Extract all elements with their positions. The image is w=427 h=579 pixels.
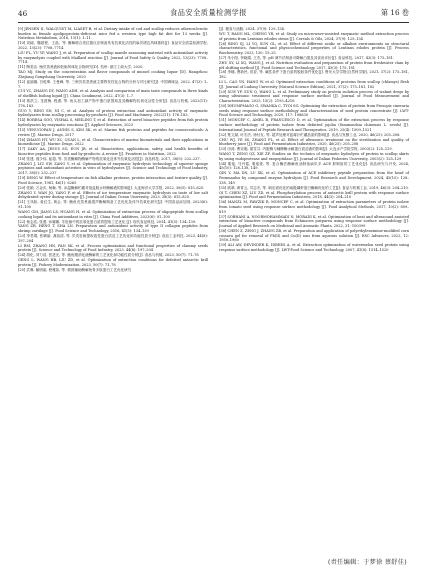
page-header [18, 6, 409, 23]
reference-entry: [17] ZAKY AA, JESUS SG, EUN JB, et al. Bioactivities, applications, safety, and health benefits of bioactive peptides from food and by-products: A review [J]. Frontiers in Nutrition, 2022 [18, 147, 208, 156]
responsible-editors: (责任编辑：于梦徐 蔡舒佳) [327, 559, 407, 566]
reference-entry: ZHANG J, LIU SW, ZANG Y, et al. Optimization of enzymatic hydrolysis technology of squeeze sponge peptones and antioxidant activities in vitro of hydrolysates [J]. Science and Technology of Food Industry, 2017, 38(5): 232–237 [18, 161, 208, 176]
reference-entry: [12] 崔丽娜, 吕乾坤, 王曼峰, 等. 三种贝类蒸煮液主要挥发性化合物的分析与对比研究[J]. 中国调味品, 2022, 47(3): 1–7. [18, 79, 208, 89]
reference-entry: [30] DHUMPMAGO G, SWANKA C, TYOI SG. Optimizing the extraction of protein from Prosopis cineraria seeds using response surface methodology and characterization of seed protein concentrate [J]. LWT-Food Science and Technology, 2020, 117: 108630 [219, 104, 409, 118]
reference-entry: [29] XUE YF, SUN Q, WANG L, et al. Preliminary study on protein isolation process of walnut dregs by using ultrasonic treatment and response surface method [J]. Journal of Food Measurement and Characterization, 2023, 15(2): 2193–4216 [219, 89, 409, 104]
reference-entry: QIN Y, MA DN, LU XK, et al. Optimization of ACE inhibitory peptide preparation from the head of Perumaulus by compound enzyme hydrolysis [J]. Food Research and Development, 2024, 45(10): 128–138, 149 [219, 171, 409, 185]
reference-entry: LI L, CAO YN, HANG W, et al. Optimized extraction conditions of proteins from scallop (chlamys) flesh [J]. Journal of Ludong University (Natural Science Edition), 2021, 37(2): 175–181, 182 [219, 80, 409, 89]
reference-entry: GUO Y, BING SN, NI C, et al. Analysis of protein extraction and antioxidant activity of enzymatic hydrolysates from scallop processing by-products [J]. Food and Machinery, 2022(11): 176–183. [18, 108, 208, 118]
reference-column-left [18, 27, 208, 273]
reference-entry: CHU WJ, YE SS, ZHANG FL, et al. Effect of ultrasonic treatment on the sterilization and quality of blueberry juice [J]. Food and Fermentation Industries, 2020, 46(25): 205–208 [219, 137, 409, 147]
reference-entry: [28] 李娜, 曹新民, 侯亚, 等. 碱性条件下蛋白质的脱胶条件优化[J]. 鲁东大学学报(自然科学版), 2021, 37(2): 175–181, 182. [219, 70, 409, 80]
reference-entry: [10] 刘阔、魏超程、王晶、等. 酶解联合美拉德反应制备具有抗氧化活性的扇贝裙边风味基料[J]. 食品安全质量检测学报, 2022, 13(23): 7708–7714. [18, 41, 208, 51]
reference-entry: WANG GM, JIANG LS, HUANG H, et al. Optimization of extraction process of oligopeptide from scallop cooking liquid and its antioxidant in vitro [J]. China Food Additives, 2023(6): 91–100 [18, 209, 208, 219]
page-number: 46 [18, 8, 28, 18]
reference-entry: [35] 戚翠, 黄青云, 司志冬, 等. 响应面优化的南极磷虾蛋白酶解优化的工艺[J]. 食品与机械工业, 2019, 46(3): 204–210. [219, 185, 409, 190]
reference-entry: [9] JENSEN II, WALQUIST M, LIASET B, et al. Dietary intake of cod and scallop reduces atherosclerotic burden in female apolipoprotein-deficient mice fed a western type high fat diet for 13 weeks [J]. Nutrition Metabolism, 2016, 13(1): 1–11. [18, 27, 208, 41]
reference-entry: [11] 陶美洁. 贻贝蒸煮液和牡蛎风味化合物研究[D]. 杭州: 浙江工商大学, 2020. [18, 65, 144, 70]
reference-entry: [18] 张建, 邢少伟, 崔超, 等. 贝类酶解物酶解产物的抗氧化及体外抗氧化活性[J]. 食品科技, 2017, 38(5): 232–237. [18, 156, 201, 161]
reference-entry: [24] 胡化, 刘力浩, 张进光, 等. 鲍鱼腹消化液酶解的工艺优化和功能性质分析[J]. 食品与机械, 2023, 50(7): 71–78 [18, 253, 199, 258]
reference-entry: [27] 朱小阳, 李晓娟, 王杰, 等. pH 调节法制备可降解白果及其食用评价[J]. 食品科技, 2017, 43(3): 175–181. [219, 55, 395, 60]
reference-entry: [21] 王凤娇, 姜红生, 黄会, 等. 鲍鱼壳蒸煮液超声酶解制备工艺优化及体外抗氧化研究[J]. 中国食品添加剂, 2023(6): 91–100 [18, 200, 208, 209]
reference-entry: ZHANG Y, WAN JQ, YANG F, et al. Effects of ice temperature enzymatic hydrolysis on taste of low salt dehydrated oyster during storage [J]. Journal of Dalian Ocean University, 2023, 38(5): 815–825. [18, 190, 208, 200]
reference-entry: [26] BING SJ, LI YQ, SUN GL, et al. Effect of different acidic or alkaline environments on structural characteristics, functional and physicochemical properties of Lentinus edodes protein [J]. Process Biochemistry, 2023, 130: 15–25. [219, 41, 409, 55]
reference-entry: ZHU XY, LI XQ, WANG J, et al. Nutrition evaluation and preparation of protein from freshwater clam by pH shifting method [J]. Food Science and Technology, 2017, 43(3): 175–181 [219, 60, 409, 70]
reference-entry: LIU FL, YU YP, WANG J, et al. Preparation of scallop mantle seasoning material with antioxidant activity by enzymolysis coupled with Maillard reaction [J]. Journal of Food Safety & Quality, 2022, 13(23): 7708–7714. [18, 50, 208, 65]
reference-entry: [J]. 粮食与油脂, 2024, 37(9): 129–134. [219, 27, 286, 31]
reference-entry: YANG ZR, HENG T, SHA LN. Preparation and antioxidant activity of type II collagen peptides from shrimp cartilage [J]. Food Science and Technology, 2016, 41(5): 134–139 [18, 224, 208, 234]
reference-entry: [33] 田涛, 曹宋刚, 胡雪芬. 内脏酶与辅酶酶水解蛋白质溶液的影响[J]. 大连水产学院学报, 2003(2): 125–129. [219, 147, 393, 152]
reference-entry: [20] 张颖, 万金庆, 杨畅, 等. 冰温酶解贮藏对低盐脱水虾酶解液的影响[J]. 大连海洋大学学报, 2022, 38(5): 815–825. [18, 185, 205, 190]
reference-entry: [22] 杨志浩, 张蕾, 孙娜娜. 羊肚菌中的抗氧化蛋白质的提取工艺优化 [J]. 现代食品科技, 2014, 41(5): 134–139. [18, 219, 197, 224]
reference-entry: [19] DENG W. Effect of temperature on fish alkaline protease, protein interaction and texture quality [J]. Food Science, 1981, 46(1): 6265 [18, 176, 208, 185]
volume-label: 第 16 卷 [380, 8, 409, 17]
reference-entry: [32] 楚文斌, 叶宏法, 徐付友, 等. 超声处理对蓝莓汁贮藏品质的影响[J]. 食品与发酵工业, 2020, 46(25): 205–208. [219, 132, 401, 137]
reference-entry: [16] ZHANG HT, WU XC, QUAN L, et al. Characteristics of marine biomaterials and their applications in biomedicine [J]. Marine Drugs, 2022 [18, 137, 208, 147]
reference-columns [18, 27, 409, 273]
journal-title: 食品安全质量检测学报 [170, 8, 247, 17]
reference-entry: GENG L, WANG HB, LIU ZD, et al. Optimization of extraction conditions for defatted antarctic krill protein [J]. Fishery Modernization, 2023, 50(7): 71–78 [18, 258, 208, 267]
reference-entry: [38] CHEN Z, ZENG J, ZHANG ZB, et al. Preparation and application of polyethyleneimine-modified corn cassava gel for removal of Pb(II) and Cu(II) ions from aqueous solution [J]. RSC Advances, 2022, 12: 1950–1960 [219, 228, 409, 243]
reference-entry: [37] SOBHANI A, NOORMOHAMMADI N, MORADI K, et al. Optimization of heat and ultrasound assisted extraction of bioactive compounds from Echinacea purpurea using response surface methodology [J]. Journal of Applied Research on Medicinal and Aromatic Plants, 2022, 31: 100399 [219, 214, 409, 229]
reference-entry: [31] MONCEF C, AMEL B, FRANCESCO D, et al. Optimization of the extraction process by response surface methodology of protein isolate from defatted jojoba (Simmondsia chinensis L. seeds) [J]. International Journal of Peptide Research and Therapeutics, 2019, 25(4): 1509–1521 [219, 118, 409, 132]
reference-entry: LI RM, ZHANG HN, PAN SK, et al. Process optimization and functional properties of clammy seeds protein [J]. Science and Technology of Food Industry, 2023, 44(8): 197–204 [18, 243, 208, 253]
reference-entry: [34] 秦瑶, 马丹铭, 秦瑶萱, 等. 复合酶法酶解鱼油制备扇贝多 ACE 抑制肽的工艺优化[J]. 食品研究与开发, 2024, 45(10): 128–138, 149. [219, 161, 409, 171]
reference-entry: [14] RORESA GOO, VISHAL S, MEILING T, et al. Extraction of novel bioactive peptides from fish protein hydrolysates by enzymatic reactions [J]. Applied Sciences, 2023 [18, 118, 208, 128]
reference-entry: [15] VENUGOPAN J, ANNIS S, KIM SK, et al. Marine fish proteins and peptides for cosmeceuticals: A review [J]. Marine Drugs, 2017 [18, 127, 208, 137]
reference-column-right [219, 27, 409, 273]
reference-entry: [13] 郭洪立, 龙建梅, 程潇, 等. 鱼头加工副产物中蛋白质提取及其酶解物抗氧化活性分析[J]. 食品与机械, 2022(11): 176–183. [18, 99, 208, 108]
reference-entry: [39] ALI AW, DEVINDER K, IDREES A, et al. Extraction optimization of watermelon seed protein using response surface methodology [J]. LWT-Food Science and Technology, 2007, 41(8): 1514–1520 [219, 243, 409, 252]
reference-entry: [36] MANZL M, FAWZIK R, MONCEF C, et al. Optimization of extraction parameters of protein isolate from tomato seed using response surface methodology [J]. Food Analytical Methods, 2017, 10(2): 809–819 [219, 200, 409, 214]
reference-entry: CUI YC, ZHANG DY, WANG ADH, et al. Analysis and comparison of main taste compounds in three kinds of shellfish boiling liquid [J]. China Condiment, 2022, 47(3): 1–7. [18, 89, 208, 99]
reference-entry: WU T, RANG ML, CHENG YR, et al. Study on microwave-assisted enzymatic method extraction process of protein from Lentinus edodes stems [J]. Cereals & Oils, 2024, 37(9): 129–134 [219, 31, 409, 41]
reference-entry: [25] 武琳, 臧明丽, 程雅如, 等. 微波辅助酶解鱼骨多肽蛋白工艺优化研究 [18, 267, 132, 272]
reference-entry: WANG T, ZENG QZ, XIE ZF. Studies on the technics of enzymatic hydrolysis of protein in scallop skirts by using endoprotease and exopeptidase [J]. Journal of Dalian Fisheries University, 2003(2): 125–129 [219, 152, 409, 161]
reference-entry: [23] 李君璞, 张嗨丽, 龚蕊清, 等. 贝类牡蛎提取改性蛋白质及工艺优化和功能性质分析[J]. 食品工业科技, 2023, 44(8): 197–204 [18, 234, 208, 243]
reference-entry: TAO MJ. Study on the concentration and flavor compounds of mussel cooking liquor [D]. Hangzhou: Zhejiang Gongshang University, 2020 [18, 70, 208, 79]
reference-entry: QI T, CHEN XZ, LIU ZD, et al. Phosphorylation process of antarctic krill protein with response surface optimization [J]. Food and Fermentation Industries, 2018, 44(3): 204–210 [219, 190, 409, 200]
